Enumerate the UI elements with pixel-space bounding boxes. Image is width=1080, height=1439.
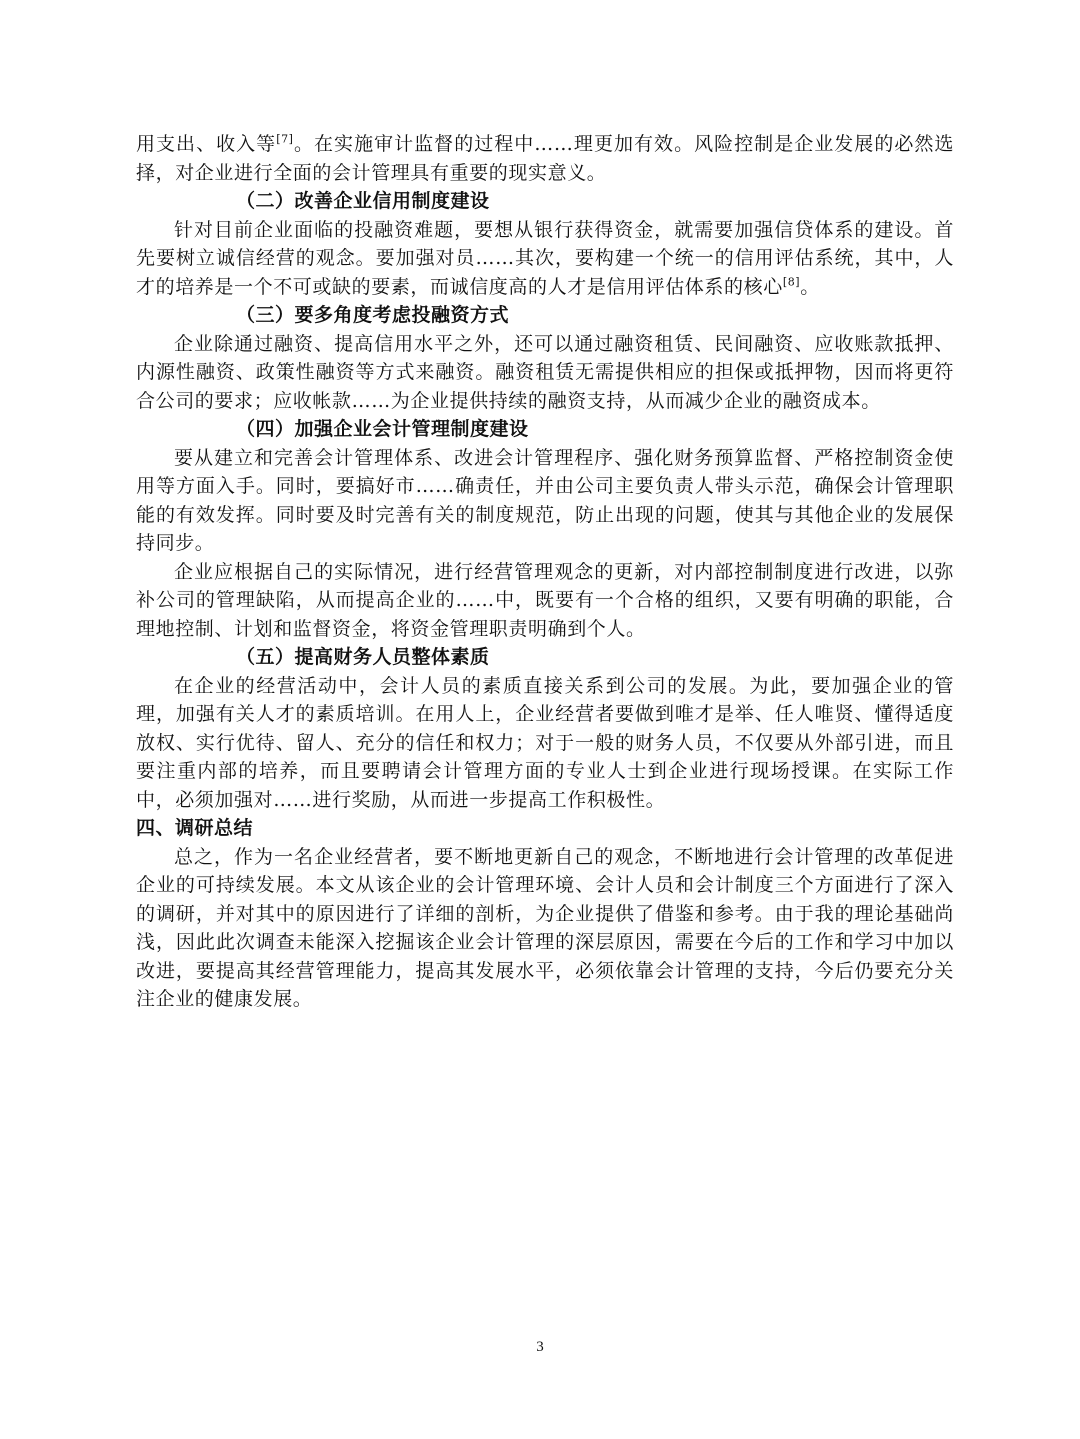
citation-marker: [8] [782,275,801,289]
paragraph-internal-control: 企业应根据自己的实际情况，进行经营管理观念的更新，对内部控制制度进行改进，以弥补公司的管理缺陷，从而提高企业的……中，既要有一个合格的组织，又要有明确的职能，合理地控制、计划和监督资金，将资金管理职责明确到个人。 [136,560,954,640]
page-number: 3 [536,1339,544,1355]
section-heading-4: 四、调研总结 [136,817,254,839]
subsection-heading-4: （四）加强企业会计管理制度建设 [236,418,529,440]
paragraph-credit [136,216,954,302]
subsection-heading-5: （五）提高财务人员整体素质 [236,646,490,668]
paragraph-text: 。在实施审计监督的过程中……理更加有效。风险控制是企业发展的必然选择，对企业进行全面的会计管理具有重要的现实意义。 [136,133,954,184]
paragraph-accounting-system: 要从建立和完善会计管理体系、改进会计管理程序、强化财务预算监督、严格控制资金使用等方面入手。同时，要搞好市……确责任，并由公司主要负责人带头示范，确保会计管理职能的有效发挥。同时要及时完善有关的制度规范，防止出现的问题，使其与其他企业的发展保持同步。 [136,446,954,554]
paragraph-summary: 总之，作为一名企业经营者，要不断地更新自己的观念，不断地进行会计管理的改革促进企业的可持续发展。本文从该企业的会计管理环境、会计人员和会计制度三个方面进行了深入的调研，并对其中的原因进行了详细的剖析，为企业提供了借鉴和参考。由于我的理论基础尚浅，因此此次调查未能深入挖掘该企业会计管理的深层原因，需要在今后的工作和学习中加以改进，要提高其经营管理能力，提高其发展水平，必须依靠会计管理的支持，今后仍要充分关注企业的健康发展。 [136,845,954,1010]
paragraph-staff-quality: 在企业的经营活动中，会计人员的素质直接关系到公司的发展。为此，要加强企业的管理，加强有关人才的素质培训。在用人上，企业经营者要做到唯才是举、任人唯贤、懂得适度放权、实行优待、留人、充分的信任和权力；对于一般的财务人员，不仅要从外部引进，而且要注重内部的培养，而且要聘请会计管理方面的专业人士到企业进行现场授课。在实际工作中，必须加强对……进行奖励，从而进一步提高工作积极性。 [136,674,954,811]
paragraph-text: 。 [800,275,820,298]
subsection-heading-2: （二）改善企业信用制度建设 [236,190,490,212]
page-body [136,130,954,1014]
subsection-heading-3: （三）要多角度考虑投融资方式 [236,304,510,326]
citation-marker: [7] [276,132,294,146]
paragraph-continued [136,130,954,187]
paragraph-text: 用支出、收入等 [136,133,277,155]
paragraph-financing: 企业除通过融资、提高信用水平之外，还可以通过融资租赁、民间融资、应收账款抵押、内源性融资、政策性融资等方式来融资。融资租赁无需提供相应的担保或抵押物，因而将更符合公司的要求；应收帐款……为企业提供持续的融资支持，从而减少企业的融资成本。 [136,332,954,412]
paragraph-text: 针对目前企业面临的投融资难题，要想从银行获得资金，就需要加强信贷体系的建设。首先要树立诚信经营的观念。要加强对员……其次，要构建一个统一的信用评估系统，其中，人才的培养是一个不可或缺的要素，而诚信度高的人才是信用评估体系的核心 [136,218,954,298]
